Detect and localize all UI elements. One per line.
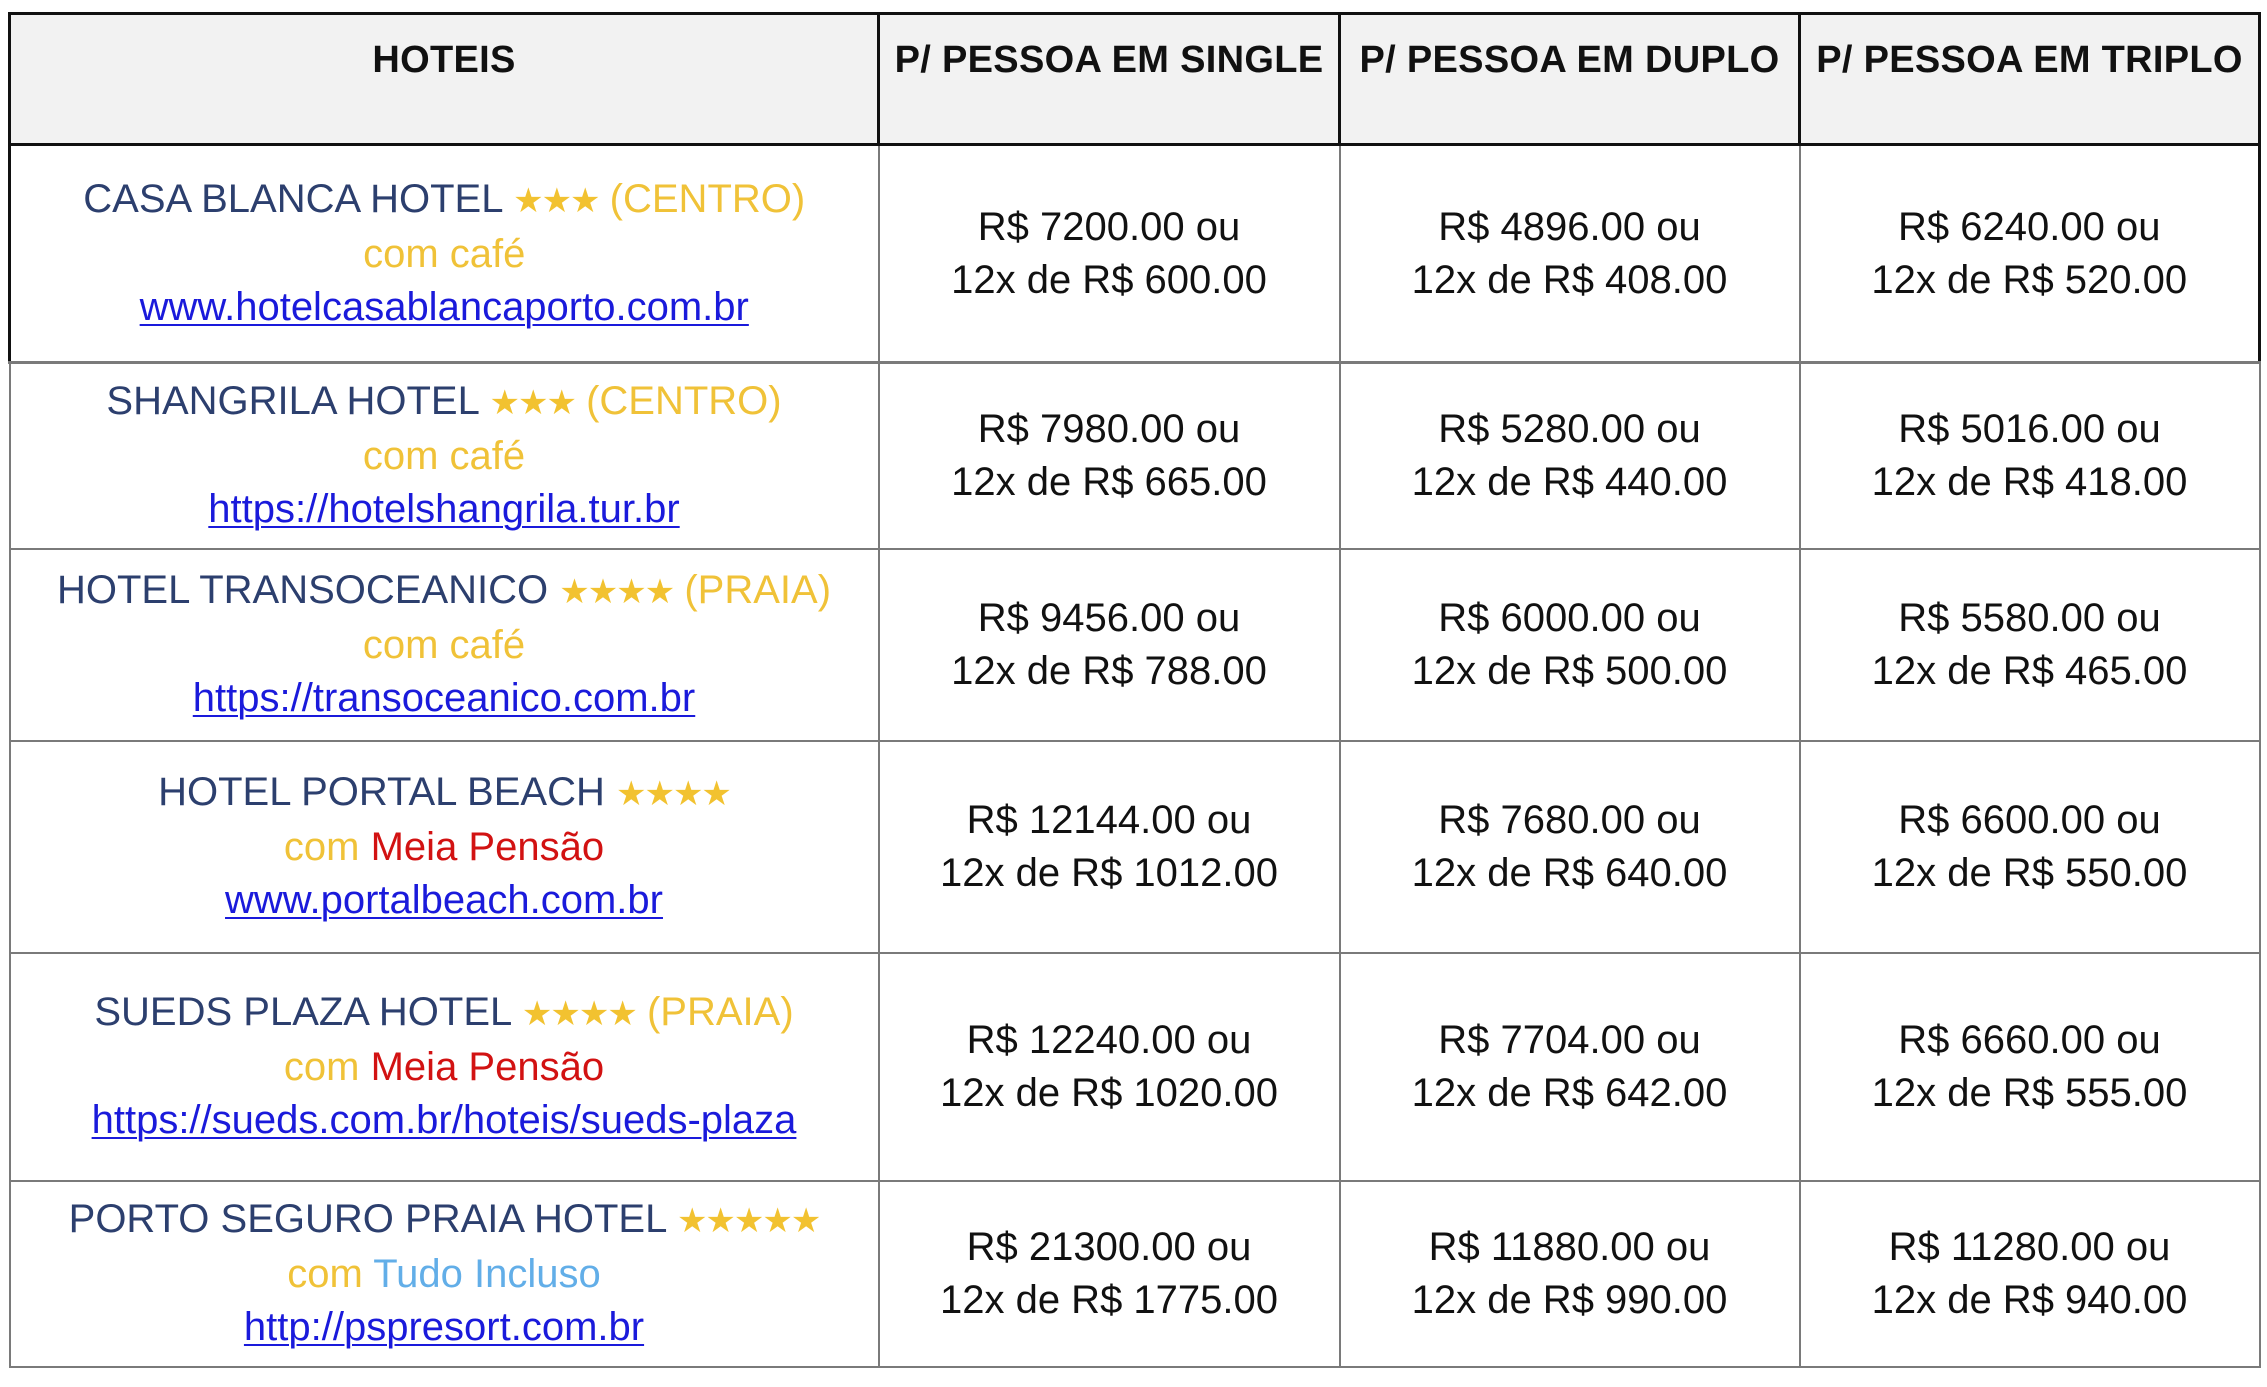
- meal-plan: Meia Pensão: [370, 825, 605, 869]
- hotel-price-table: [8, 12, 2261, 1368]
- meal-plan: Meia Pensão: [370, 1045, 605, 1089]
- header-duplo: P/ PESSOA EM DUPLO: [1340, 14, 1800, 145]
- hotel-name: PORTO SEGURO PRAIA HOTEL: [68, 1197, 666, 1241]
- total-price: R$ 5016.00 ou: [1898, 406, 2161, 451]
- meal-plan: café: [449, 232, 526, 276]
- installment-price: 12x de R$ 940.00: [1871, 1277, 2188, 1322]
- price-cell-duplo: [1340, 953, 1800, 1181]
- total-price: R$ 9456.00 ou: [977, 595, 1241, 640]
- meal-plan-prefix: com: [287, 1252, 363, 1296]
- meal-plan-line: [11, 430, 878, 483]
- total-price: R$ 12240.00 ou: [966, 1017, 1252, 1062]
- hotel-name: HOTEL PORTAL BEACH: [158, 770, 605, 814]
- table-row: [10, 549, 2260, 741]
- price-cell-duplo: [1340, 1181, 1800, 1367]
- hotel-website-link[interactable]: www.hotelcasablancaporto.com.br: [139, 285, 749, 329]
- hotel-website-link[interactable]: https://sueds.com.br/hoteis/sueds-plaza: [91, 1098, 797, 1142]
- price-cell-single: [879, 363, 1340, 549]
- price-table-container: [8, 12, 2258, 1368]
- hotel-name: CASA BLANCA HOTEL: [83, 177, 502, 221]
- hotel-title-line: [11, 564, 878, 619]
- installment-price: 12x de R$ 555.00: [1871, 1070, 2188, 1115]
- hotel-location: (CENTRO): [586, 379, 782, 424]
- hotel-website-link[interactable]: www.portalbeach.com.br: [225, 878, 663, 922]
- price-cell-triplo: [1800, 549, 2260, 741]
- hotel-name: SUEDS PLAZA HOTEL: [94, 990, 511, 1034]
- installment-price: 12x de R$ 1020.00: [939, 1070, 1279, 1115]
- hotel-cell: [10, 1181, 879, 1367]
- installment-price: 12x de R$ 550.00: [1871, 850, 2188, 895]
- installment-price: 12x de R$ 600.00: [951, 257, 1267, 302]
- star-rating-icon: ★★★★★: [676, 1202, 820, 1240]
- hotel-cell: [10, 145, 879, 363]
- hotel-cell: [10, 549, 879, 741]
- price-cell-triplo: [1800, 363, 2260, 549]
- hotel-title-line: [11, 375, 878, 430]
- hotel-link-line: [11, 281, 878, 334]
- hotel-website-link[interactable]: https://hotelshangrila.tur.br: [208, 487, 680, 532]
- installment-price: 12x de R$ 1775.00: [939, 1277, 1279, 1322]
- total-price: R$ 6240.00 ou: [1898, 204, 2161, 249]
- hotel-title-line: [11, 173, 878, 228]
- installment-price: 12x de R$ 642.00: [1411, 1070, 1728, 1115]
- header-hotels: HOTEIS: [10, 14, 879, 145]
- meal-plan-prefix: com: [283, 1045, 360, 1089]
- meal-plan-line: [11, 1248, 878, 1301]
- table-row: [10, 145, 2260, 363]
- meal-plan-line: [11, 619, 878, 672]
- meal-plan-prefix: com: [362, 434, 439, 479]
- installment-price: 12x de R$ 418.00: [1871, 459, 2188, 504]
- price-cell-triplo: [1800, 741, 2260, 953]
- price-cell-single: [879, 549, 1340, 741]
- hotel-title-line: [11, 766, 878, 821]
- price-cell-duplo: [1340, 549, 1800, 741]
- price-cell-duplo: [1340, 741, 1800, 953]
- installment-price: 12x de R$ 1012.00: [939, 850, 1279, 895]
- total-price: R$ 11880.00 ou: [1428, 1224, 1711, 1269]
- star-rating-icon: ★★★: [513, 182, 599, 220]
- total-price: R$ 7980.00 ou: [977, 406, 1241, 451]
- price-cell-single: [879, 953, 1340, 1181]
- hotel-title-line: [11, 986, 878, 1041]
- hotel-location: (PRAIA): [684, 568, 832, 612]
- hotel-name: HOTEL TRANSOCEANICO: [56, 568, 549, 612]
- total-price: R$ 21300.00 ou: [966, 1224, 1252, 1269]
- hotel-cell: [10, 363, 879, 549]
- installment-price: 12x de R$ 465.00: [1871, 648, 2188, 693]
- header-single: P/ PESSOA EM SINGLE: [879, 14, 1340, 145]
- installment-price: 12x de R$ 500.00: [1411, 648, 1728, 693]
- header-row: [10, 14, 2260, 145]
- installment-price: 12x de R$ 520.00: [1871, 257, 2188, 302]
- installment-price: 12x de R$ 408.00: [1411, 257, 1728, 302]
- total-price: R$ 6000.00 ou: [1438, 595, 1701, 640]
- price-cell-single: [879, 1181, 1340, 1367]
- table-row: [10, 953, 2260, 1181]
- hotel-website-link[interactable]: http://pspresort.com.br: [243, 1305, 645, 1349]
- price-cell-triplo: [1800, 145, 2260, 363]
- price-cell-triplo: [1800, 1181, 2260, 1367]
- table-row: [10, 363, 2260, 549]
- hotel-link-line: [11, 672, 878, 725]
- star-rating-icon: ★★★★: [559, 573, 674, 611]
- total-price: R$ 6660.00 ou: [1898, 1017, 2161, 1062]
- meal-plan-prefix: com: [363, 232, 439, 276]
- header-triplo: P/ PESSOA EM TRIPLO: [1800, 14, 2260, 145]
- installment-price: 12x de R$ 990.00: [1411, 1277, 1728, 1322]
- meal-plan-prefix: com: [283, 825, 360, 869]
- hotel-website-link[interactable]: https://transoceanico.com.br: [192, 676, 696, 720]
- meal-plan-prefix: com: [362, 623, 439, 667]
- table-body: [10, 145, 2260, 1367]
- price-cell-duplo: [1340, 145, 1800, 363]
- installment-price: 12x de R$ 788.00: [951, 648, 1267, 693]
- star-rating-icon: ★★★: [489, 384, 575, 423]
- meal-plan: café: [449, 434, 526, 479]
- hotel-link-line: [11, 874, 878, 927]
- meal-plan-line: [11, 821, 878, 874]
- star-rating-icon: ★★★★: [521, 995, 636, 1033]
- hotel-title-line: [11, 1193, 878, 1248]
- hotel-name: SHANGRILA HOTEL: [106, 379, 479, 424]
- total-price: R$ 7200.00 ou: [977, 204, 1241, 249]
- price-cell-triplo: [1800, 953, 2260, 1181]
- total-price: R$ 4896.00 ou: [1438, 204, 1701, 249]
- meal-plan: Tudo Incluso: [373, 1252, 601, 1296]
- hotel-cell: [10, 741, 879, 953]
- installment-price: 12x de R$ 665.00: [951, 459, 1267, 504]
- hotel-cell: [10, 953, 879, 1181]
- star-rating-icon: ★★★★: [615, 775, 730, 813]
- hotel-location: (PRAIA): [646, 990, 794, 1034]
- hotel-link-line: [11, 1094, 878, 1147]
- price-cell-duplo: [1340, 363, 1800, 549]
- installment-price: 12x de R$ 640.00: [1411, 850, 1728, 895]
- meal-plan-line: [11, 228, 878, 281]
- total-price: R$ 5280.00 ou: [1438, 406, 1701, 451]
- hotel-location: (CENTRO): [609, 177, 806, 221]
- total-price: R$ 6600.00 ou: [1898, 797, 2161, 842]
- total-price: R$ 7680.00 ou: [1438, 797, 1701, 842]
- price-cell-single: [879, 741, 1340, 953]
- total-price: R$ 7704.00 ou: [1438, 1017, 1701, 1062]
- table-row: [10, 741, 2260, 953]
- meal-plan-line: [11, 1041, 878, 1094]
- hotel-link-line: [11, 483, 878, 536]
- table-row: [10, 1181, 2260, 1367]
- meal-plan: café: [449, 623, 526, 667]
- price-cell-single: [879, 145, 1340, 363]
- hotel-link-line: [11, 1301, 878, 1354]
- installment-price: 12x de R$ 440.00: [1411, 459, 1728, 504]
- total-price: R$ 11280.00 ou: [1888, 1224, 2171, 1269]
- total-price: R$ 12144.00 ou: [966, 797, 1252, 842]
- total-price: R$ 5580.00 ou: [1898, 595, 2161, 640]
